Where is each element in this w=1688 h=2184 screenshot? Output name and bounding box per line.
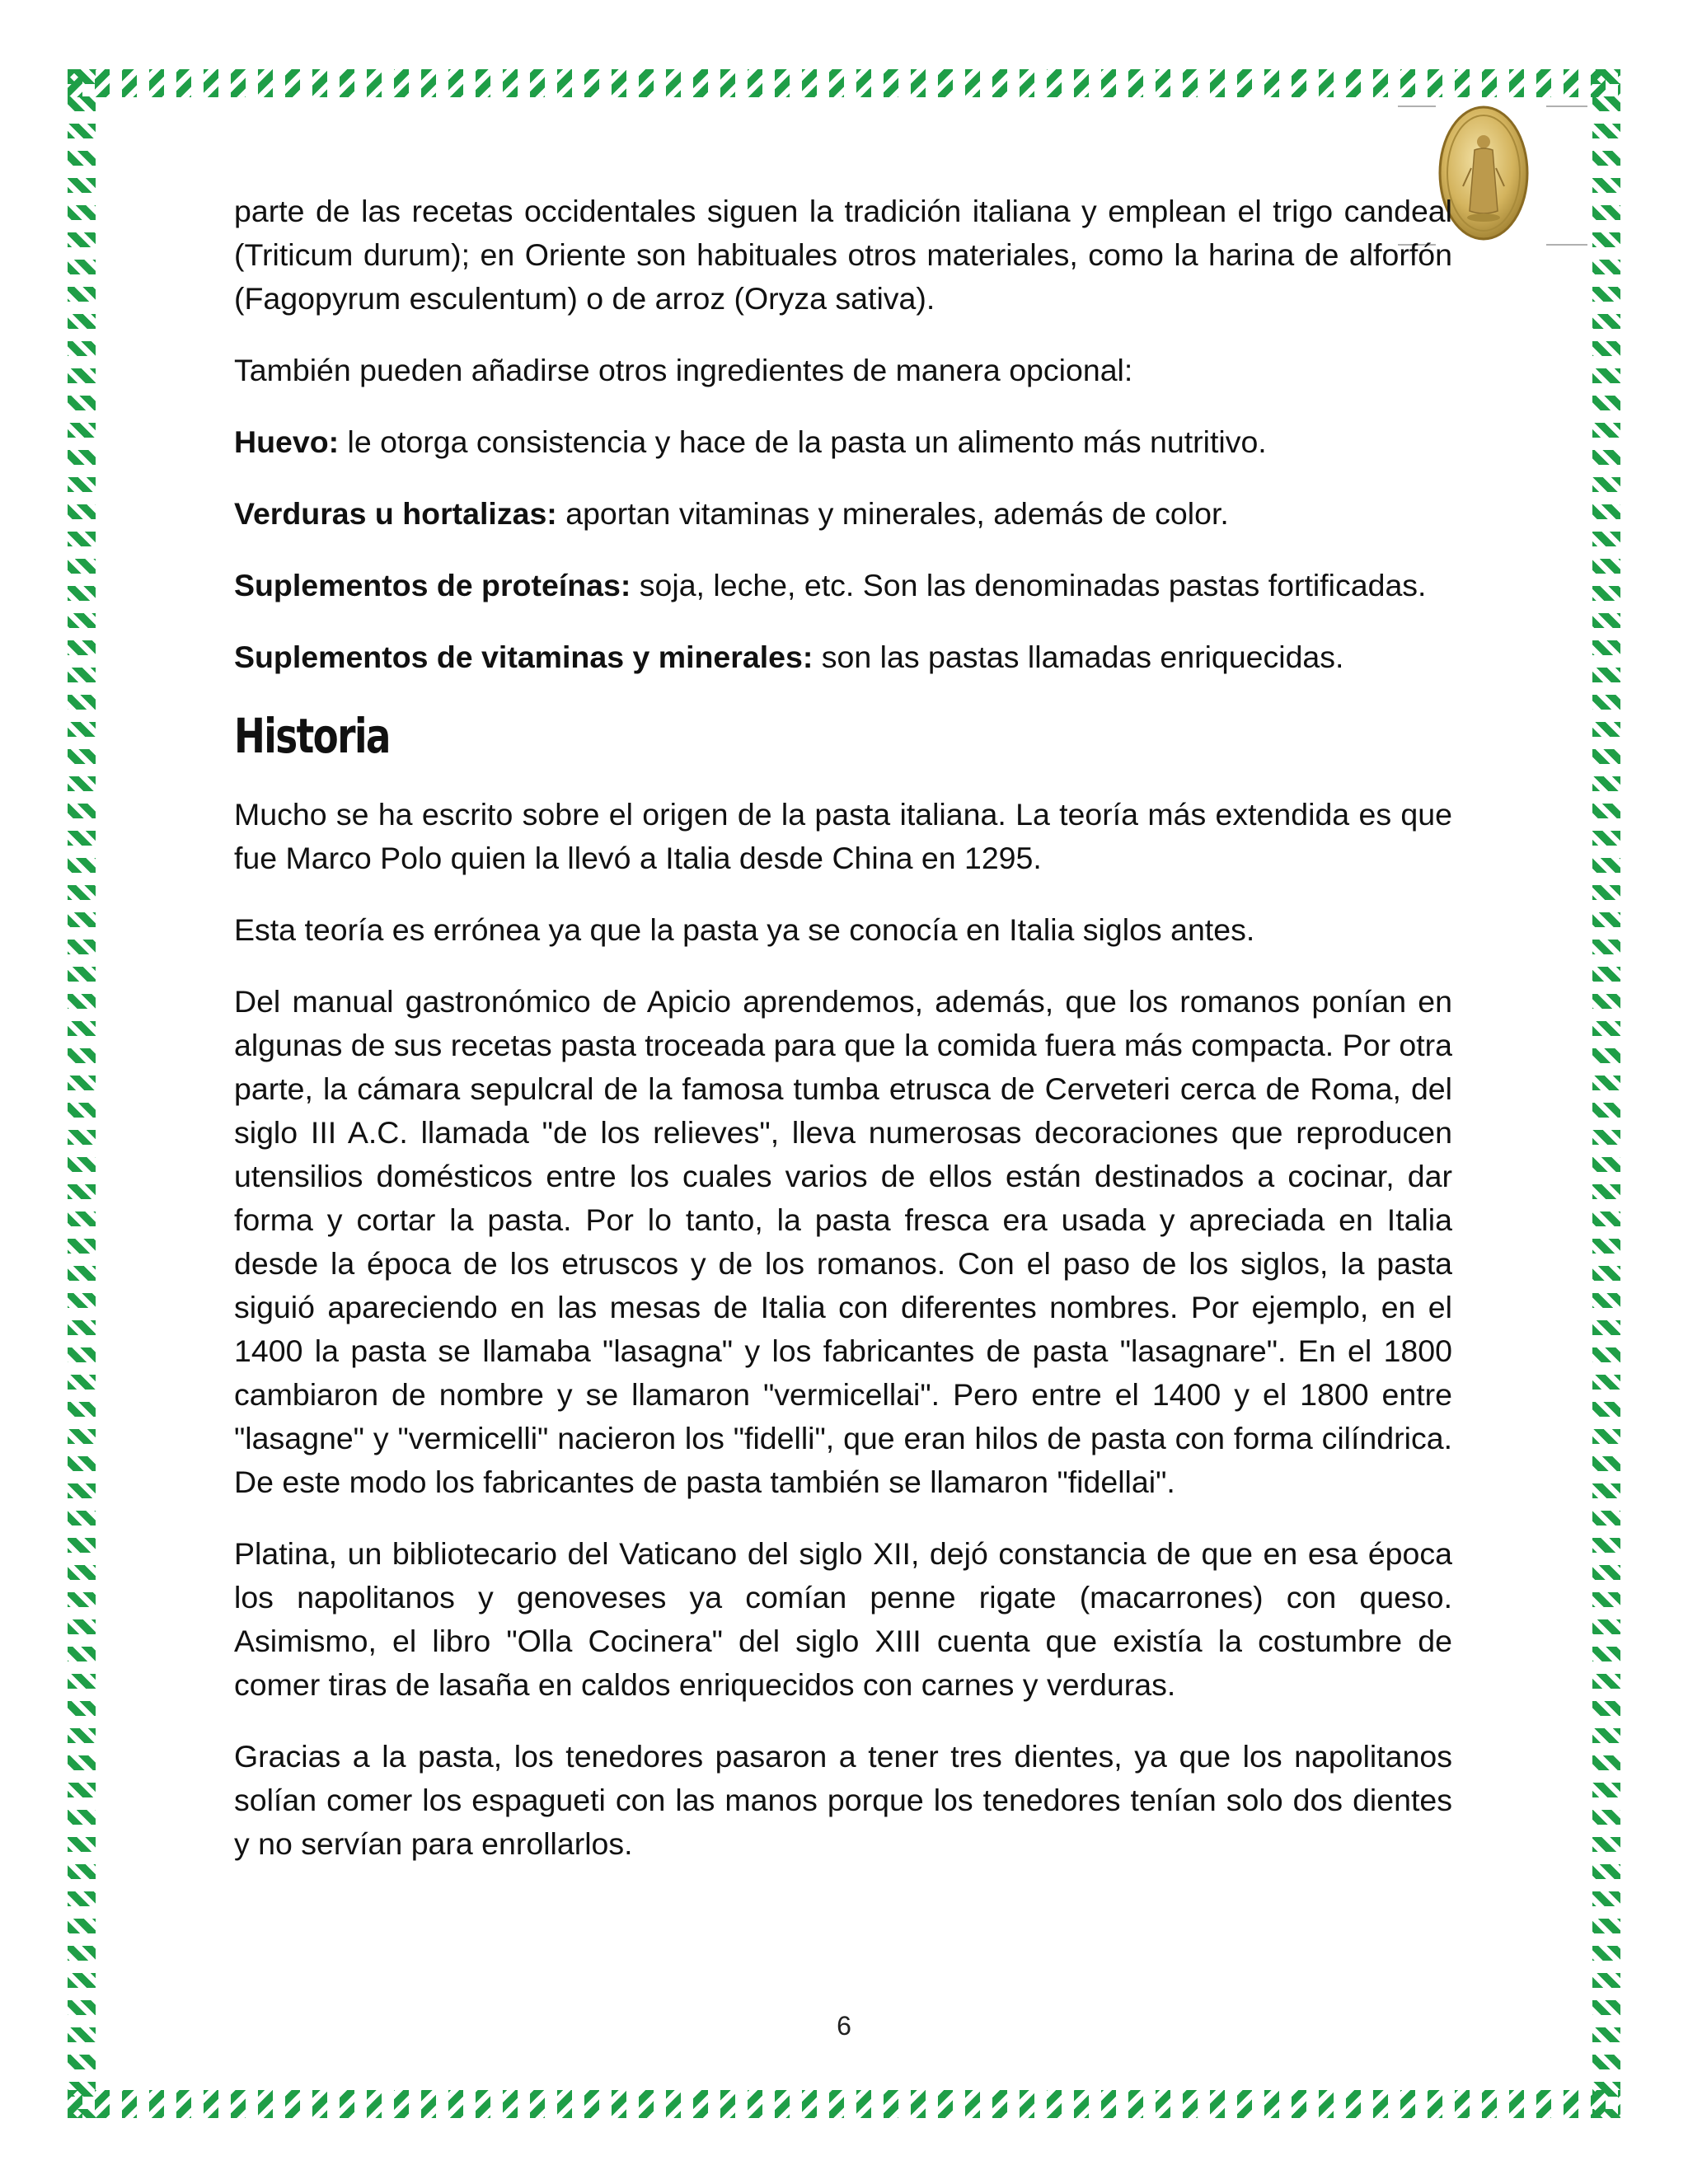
ingredient-description: son las pastas llamadas enriquecidas. [813, 640, 1344, 674]
page-number: 6 [837, 2011, 851, 2041]
history-paragraph: Esta teoría es errónea ya que la pasta ya se conocía en Italia siglos antes. [234, 912, 1255, 947]
ingredient-item [234, 635, 1452, 679]
medal-rule-top-right [1546, 105, 1587, 107]
ingredient-item [234, 492, 1452, 536]
history-paragraph: Del manual gastronómico de Apicio aprendemos, además, que los romanos ponían en algunas de sus recetas pasta troceada para que la comida fuera más compacta. Por otra parte, la cámara sepulcral de la famosa tumba etrusca de Cerveteri cerca de Roma, del siglo III A.C. llamada "de los relieves", lleva numerosas decoraciones que reproducen utensilios domésticos entre los cuales varios de ellos están destinados a cocinar, dar forma y cortar la pasta. Por lo tanto, la pasta fresca era usada y apreciada en Italia desde la época de los etruscos y de los romanos. Con el paso de los siglos, la pasta siguió apareciendo en las mesas de Italia con diferentes nombres. Por ejemplo, en el 1400 la pasta se llamaba "lasagna" y los fabricantes de pasta "lasagnare". En el 1800 cambiaron de nombre y se llamaron "vermicellai". Pero entre el 1400 y el 1800 entre "lasagne" y "vermicelli" nacieron los "fidelli", que eran hilos de pasta con forma cilíndrica. De este modo los fabricantes de pasta también se llamaron "fidellai". [234, 984, 1452, 1499]
section-heading-historia: Historia [234, 708, 390, 764]
ingredient-item [234, 420, 1452, 464]
medal-rule-top-left [1398, 105, 1436, 107]
ingredient-term: Huevo: [234, 424, 340, 459]
ingredient-term: Suplementos de vitaminas y minerales: [234, 640, 814, 674]
decorative-border-top [68, 69, 1620, 97]
ingredient-item [234, 564, 1452, 607]
medal-rule-bottom-right [1546, 244, 1587, 246]
history-paragraph: Platina, un bibliotecario del Vaticano del siglo XII, dejó constancia de que en esa época los napolitanos y genoveses ya comían penne rigate (macarrones) con queso. Asimismo, el libro "Olla Cocinera" del siglo XIII cuenta que existía la costumbre de comer tiras de lasaña en caldos enriquecidos con carnes y verduras. [234, 1536, 1452, 1702]
intro-paragraph: parte de las recetas occidentales siguen la tradición italiana y emplean el trigo candeal (Triticum durum); en Oriente son habituales otros materiales, como la harina de alforfón (Fagopyrum esculentum) o de arroz (Oryza sativa). [234, 194, 1452, 316]
ingredient-description: soja, leche, etc. Son las denominadas pastas fortificadas. [631, 568, 1427, 602]
page-content [234, 190, 1452, 1894]
decorative-border-left [68, 69, 96, 2118]
ingredient-description: le otorga consistencia y hace de la pasta un alimento más nutritivo. [339, 424, 1267, 459]
ingredient-term: Verduras u hortalizas: [234, 496, 557, 531]
ingredient-term: Suplementos de proteínas: [234, 568, 631, 602]
decorative-border-right [1592, 69, 1620, 2118]
ingredient-description: aportan vitaminas y minerales, además de color. [556, 496, 1229, 531]
history-paragraph: Mucho se ha escrito sobre el origen de la pasta italiana. La teoría más extendida es que fue Marco Polo quien la llevó a Italia desde China en 1295. [234, 797, 1452, 875]
decorative-border-bottom [68, 2090, 1620, 2118]
optional-ingredients-intro: También pueden añadirse otros ingredientes de manera opcional: [234, 353, 1133, 387]
history-paragraph: Gracias a la pasta, los tenedores pasaron a tener tres dientes, ya que los napolitanos solían comer los espagueti con las manos porque los tenedores tenían solo dos dientes y no servían para enrollarlos. [234, 1739, 1452, 1861]
